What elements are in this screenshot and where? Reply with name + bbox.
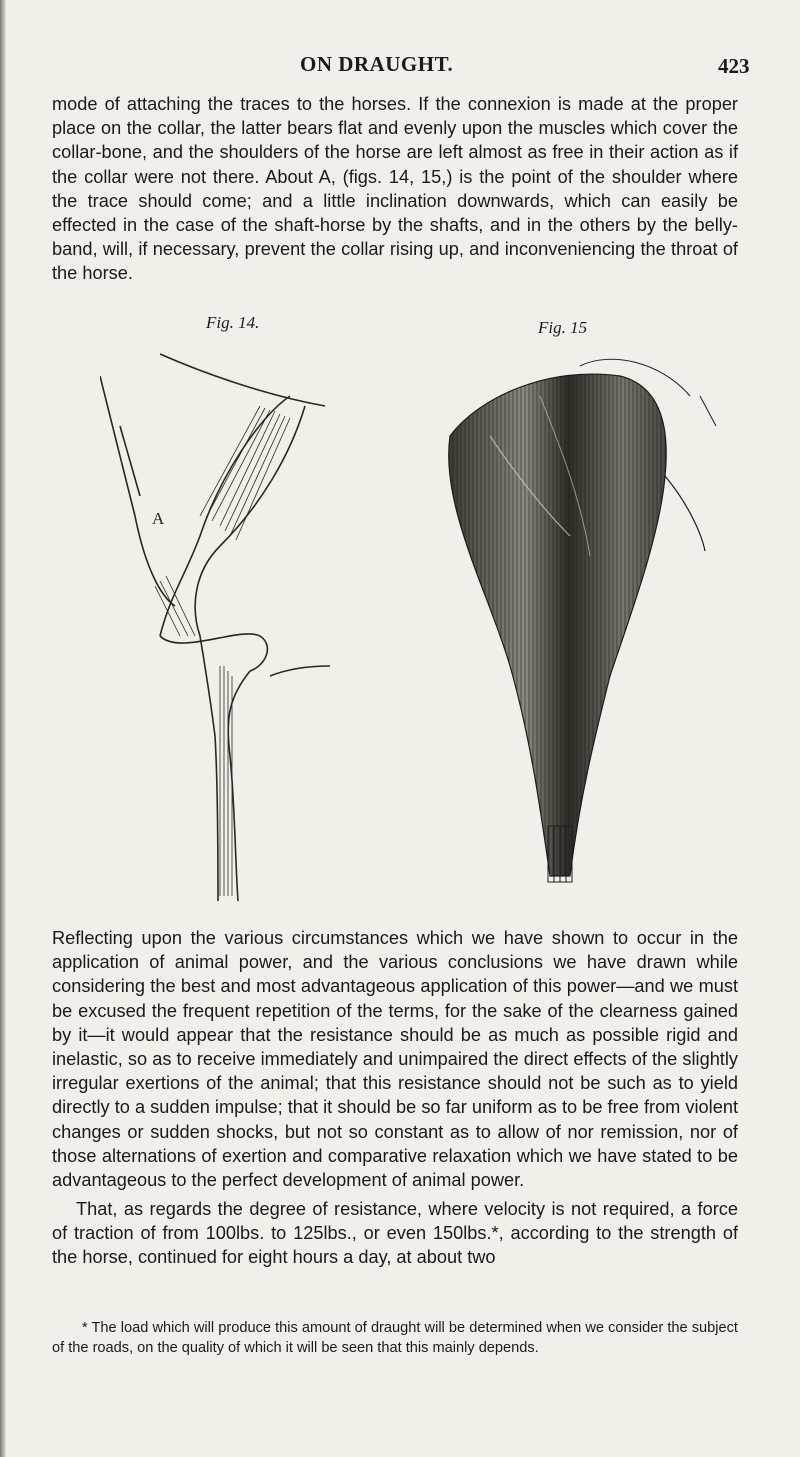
page-header	[0, 52, 800, 82]
figure-14-caption: Fig. 14.	[206, 313, 260, 332]
figure-14-shoulder-bone-illustration	[100, 336, 360, 911]
paragraph-collar-attachment: mode of attaching the traces to the horses. If the connexion is made at the proper place on the collar, the latter bears flat and evenly upon the muscles which cover the collar-bone, and the shoulders of the horse are left almost as free in their action as if the collar were not there. About A, (figs. 14, 15,) is the point of the shoulder where the trace should come; and a little inclination downwards, which can easily be effected in the case of the shaft-horse by the shafts, and in the others by the belly-band, will, if necessary, prevent the collar rising up, and inconveniencing the throat of the horse.	[52, 94, 738, 284]
paragraph-degree-of-resistance: That, as regards the degree of resistance, where velocity is not required, a force of traction of from 100lbs. to 125lbs., or even 150lbs.*, according to the strength of the horse, continued for eight hours a day, at about two	[52, 1199, 738, 1268]
page-number: 423	[718, 54, 750, 78]
footnote: * The load which will produce this amount of draught will be determined when we consider the subject of the roads, on the quality of which it will be seen that this mainly depends.	[52, 1320, 738, 1356]
page-edge-shadow	[0, 0, 6, 1457]
figure-14-point-label: A	[152, 509, 165, 528]
running-title: ON DRAUGHT.	[300, 52, 454, 76]
figure-15-shoulder-muscle-illustration	[420, 336, 720, 911]
figure-15-caption: Fig. 15	[538, 318, 588, 337]
paragraph-resistance-conclusions: Reflecting upon the various circumstances which we have shown to occur in the application of animal power, and the various conclusions we have drawn while considering the best and most advantageous application of this power—and we must be excused the frequent repetition of the terms, for the sake of the clearness gained by it—it would appear that the resistance should be as much as possible rigid and inelastic, so as to receive immediately and unimpaired the direct effects of the slightly irregular exertions of the animal; that this resistance should not be such as to yield directly to a sudden impulse; that it should be so far uniform as to be free from violent changes or sudden shocks, but not so constant as to allow of nor remission, nor of those alternations of exertion and comparative relaxation which we have stated to be advantageous to the perfect development of animal power.	[52, 928, 738, 1191]
